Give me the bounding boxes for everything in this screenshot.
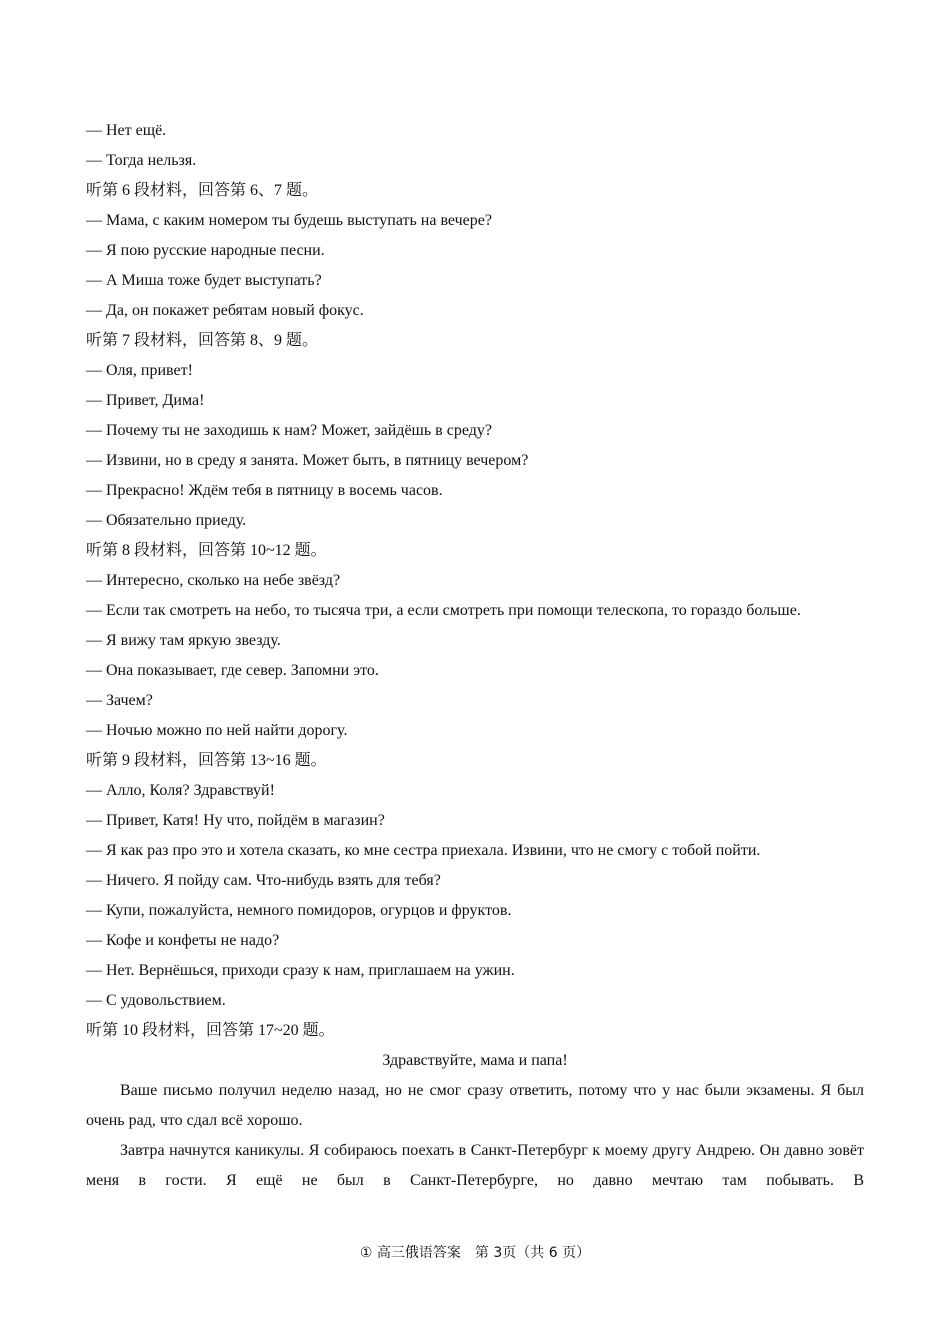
dialogue-line: — Прекрасно! Ждём тебя в пятницу в восемь часов.: [86, 482, 443, 499]
letter-paragraph: Завтра начнутся каникулы. Я собираюсь поехать в Санкт-Петербург к моему другу Андрею. Он давно зовёт меня в гости. Я ещё не был в Санкт-Петербурге, но давно мечтаю там побывать. В: [86, 1142, 864, 1189]
dialogue-line: — Купи, пожалуйста, немного помидоров, огурцов и фруктов.: [86, 902, 512, 919]
dialogue-line: — Оля, привет!: [86, 362, 193, 379]
dialogue-line: — Ночью можно по ней найти дорогу.: [86, 722, 348, 739]
letter-greeting: Здравствуйте, мама и папа!: [382, 1052, 568, 1069]
dialogue-line: — Обязательно приеду.: [86, 512, 247, 529]
dialogue-line: — Ничего. Я пойду сам. Что-нибудь взять для тебя?: [86, 872, 441, 889]
dialogue-line: — Привет, Катя! Ну что, пойдём в магазин?: [86, 812, 385, 829]
dialogue-line: — С удовольствием.: [86, 992, 226, 1009]
dialogue-line: — Нет. Вернёшься, приходи сразу к нам, приглашаем на ужин.: [86, 962, 515, 979]
dialogue-line: — Интересно, сколько на небе звёзд?: [86, 572, 341, 589]
dialogue-line: — Нет ещё.: [86, 122, 167, 139]
letter-paragraph: Ваше письмо получил неделю назад, но не смог сразу ответить, потому что у нас были экзамены. Я был очень рад, что сдал всё хорошо.: [86, 1082, 864, 1129]
dialogue-line: — А Миша тоже будет выступать?: [86, 272, 322, 289]
section-instruction: 听第 9 段材料，回答第 13~16 题。: [86, 752, 327, 769]
dialogue-line: — Тогда нельзя.: [86, 152, 197, 169]
dialogue-line: — Да, он покажет ребятам новый фокус.: [86, 302, 364, 319]
page-footer: ① 高三俄语答案 第 3页（共 6 页）: [359, 1245, 591, 1261]
dialogue-line: — Почему ты не заходишь к нам? Может, зайдёшь в среду?: [86, 422, 492, 439]
section-instruction: 听第 8 段材料，回答第 10~12 题。: [86, 542, 327, 559]
dialogue-line: — Мама, с каким номером ты будешь выступать на вечере?: [86, 212, 492, 229]
document-body: [86, 116, 864, 1196]
section-instruction: 听第 7 段材料，回答第 8、9 题。: [86, 332, 319, 349]
dialogue-line: — Алло, Коля? Здравствуй!: [86, 782, 275, 799]
dialogue-line: — Я пою русские народные песни.: [86, 242, 325, 259]
dialogue-line: — Если так смотреть на небо, то тысяча три, а если смотреть при помощи телескопа, то гораздо больше.: [86, 602, 801, 619]
dialogue-line: — Она показывает, где север. Запомни это.: [86, 662, 379, 679]
section-instruction: 听第 6 段材料，回答第 6、7 题。: [86, 182, 319, 199]
dialogue-line: — Я как раз про это и хотела сказать, ко мне сестра приехала. Извини, что не смогу с тобой пойти.: [86, 842, 761, 859]
section-instruction: 听第 10 段材料，回答第 17~20 题。: [86, 1022, 335, 1039]
dialogue-line: — Привет, Дима!: [86, 392, 205, 409]
dialogue-line: — Кофе и конфеты не надо?: [86, 932, 280, 949]
dialogue-line: — Извини, но в среду я занята. Может быть, в пятницу вечером?: [86, 452, 529, 469]
dialogue-line: — Я вижу там яркую звезду.: [86, 632, 281, 649]
dialogue-line: — Зачем?: [86, 692, 153, 709]
